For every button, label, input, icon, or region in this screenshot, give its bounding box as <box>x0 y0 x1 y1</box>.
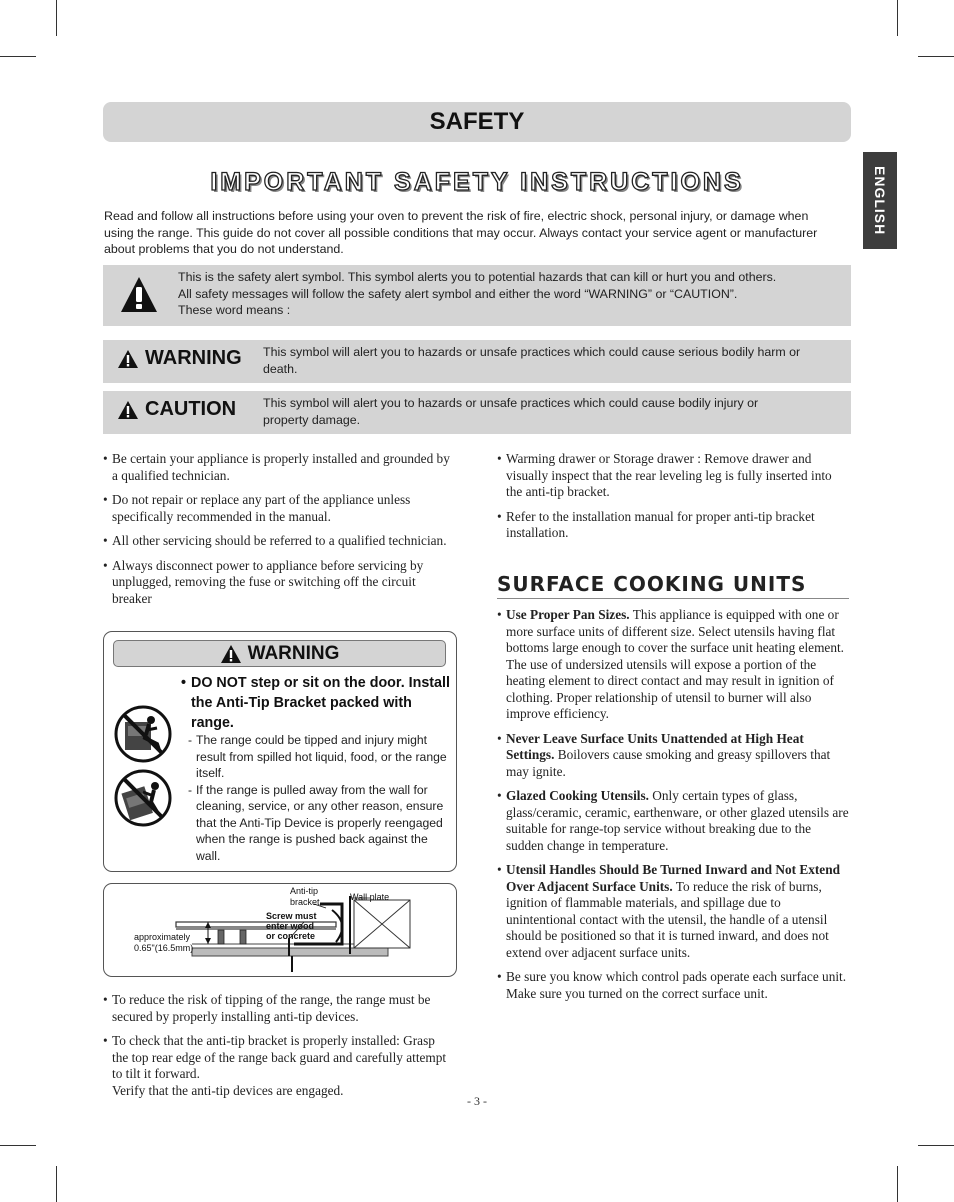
bullet-list <box>103 451 453 615</box>
warning-definition: This symbol will alert you to hazards or unsafe practices which could cause serious bodily harm or death. <box>263 345 801 376</box>
warning-panel-label: WARNING <box>247 642 340 664</box>
surface-cooking-list <box>497 607 850 1010</box>
anti-tip-label-1: Anti-tip <box>290 886 319 896</box>
list-item-text: This appliance is equipped with one or more surface units of different size. Select utensils having flat bottoms large enough to cover the surface unit heating element. <box>506 607 844 655</box>
section-heading: SURFACE COOKING UNITS <box>497 572 849 599</box>
language-tab <box>863 152 897 249</box>
crop-mark <box>0 1145 36 1146</box>
warning-main-text: DO NOT step or sit on the door. Install the Anti-Tip Bracket packed with range. <box>191 675 450 731</box>
list-item-text: Only certain types of glass, glass/ceramic, ceramic, earthenware, or other glazed utensils are suitable for range-top service without breaking due to the sudden change in temperature. <box>506 788 849 853</box>
crop-mark <box>56 1166 57 1202</box>
list-item <box>497 731 850 781</box>
list-item: - If the range is pulled away from the wall for cleaning, service, or any other reason, ensure that the Anti-Tip Device is properly reengaged when the range is pushed back against the wall. <box>188 782 453 865</box>
bullet-list <box>103 992 453 1107</box>
warning-triangle-icon <box>117 349 139 369</box>
section-title-bar <box>103 102 851 142</box>
list-item-text: To reduce the risk of burns, ignition of flammable materials, and spillage due to unintentional contact with the utensil, the handle of a utensil should be positioned so that it is turned inward, and does not extend over adjacent surface units. <box>506 878 829 960</box>
caution-signal <box>117 398 236 421</box>
crop-mark <box>897 1166 898 1202</box>
warning-triangle-icon <box>117 400 139 420</box>
list-item-extra: Verify that the anti-tip devices are engaged. <box>112 1082 344 1098</box>
warning-triangle-icon <box>220 644 242 664</box>
page-number: - 3 - <box>467 1094 487 1108</box>
anti-tip-bracket-diagram <box>104 884 457 977</box>
anti-tip-diagram-panel <box>103 883 457 977</box>
list-item <box>497 862 850 961</box>
list-item-extra: Make sure you turned on the correct surface unit. <box>506 985 768 1001</box>
warning-panel <box>103 631 457 872</box>
list-item-lead: Utensil Handles Should Be Turned Inward and Not Extend Over Adjacent Surface Units. <box>506 862 840 894</box>
crop-mark <box>918 1145 954 1146</box>
approx-label-2: 0.65"(16.5mm) <box>134 943 194 953</box>
approx-label-1: approximately <box>134 932 191 942</box>
list-item: • Be certain your appliance is properly installed and grounded by a qualified technician. <box>103 451 453 484</box>
safety-alert-line: These word means : <box>178 303 291 317</box>
caution-label: CAUTION <box>145 398 237 420</box>
intro-paragraph: Read and follow all instructions before using your oven to prevent the risk of fire, electric shock, personal injury, or damage when using the range. This guide do not cover all possible conditions that may occur. Always contact your service agent or manufacturer about problems that you do not understand. <box>104 209 818 256</box>
list-item-extra: The use of undersized utensils will expose a portion of the heating element to direct contact and may result in ignition of clothing. Proper relationship of utensil to burner will also improve efficiency. <box>506 656 834 721</box>
screw-label-2: enter wood <box>266 921 315 931</box>
list-item: • Always disconnect power to appliance before servicing by unplugged, removing the fuse or switching off the circuit breaker <box>103 558 453 608</box>
list-item-lead: Glazed Cooking Utensils. <box>506 788 649 803</box>
list-item: • Do not repair or replace any part of the appliance unless specifically recommended in the manual. <box>103 492 453 525</box>
safety-alert-icon <box>119 275 159 315</box>
crop-mark <box>897 0 898 36</box>
safety-alert-line: All safety messages will follow the safety alert symbol and either the word “WARNING” or “CAUTION”. <box>178 286 738 301</box>
list-item: • Refer to the installation manual for proper anti-tip bracket installation. <box>497 509 849 542</box>
list-item <box>103 992 453 1025</box>
crop-mark <box>56 0 57 36</box>
list-item <box>497 788 850 854</box>
list-item: • All other servicing should be referred to a qualified technician. <box>103 533 453 550</box>
list-item <box>103 1033 453 1099</box>
caution-definition-box <box>103 391 851 434</box>
list-item-lead: Never Leave Surface Units Unattended at High Heat Settings. <box>506 730 804 762</box>
no-tipping-range-icon <box>113 768 173 828</box>
warning-sub-list <box>188 732 453 864</box>
language-tab-label: ENGLISH <box>872 165 888 236</box>
warning-signal <box>117 347 242 370</box>
safety-alert-line: This is the safety alert symbol. This symbol alerts you to potential hazards that can kill or hurt you and others. <box>178 270 777 284</box>
screw-label-3: or concrete <box>266 931 316 941</box>
list-item <box>497 969 850 1002</box>
page-title: IMPORTANT SAFETY INSTRUCTIONS <box>210 168 744 196</box>
anti-tip-label-2: bracket <box>290 897 320 907</box>
wall-plate-label: Wall plate <box>350 892 390 902</box>
screw-label-1: Screw must <box>266 911 317 921</box>
warning-panel-header <box>113 640 446 667</box>
safety-alert-box <box>103 265 851 326</box>
no-sitting-on-door-icon <box>113 704 173 764</box>
crop-mark <box>918 56 954 57</box>
list-item-lead: Use Proper Pan Sizes. <box>506 607 630 622</box>
warning-definition-box <box>103 340 851 383</box>
list-item: - The range could be tipped and injury might result from spilled hot liquid, food, or the range itself. <box>188 732 453 782</box>
warning-label: WARNING <box>145 347 242 369</box>
list-item-text: To check that the anti-tip bracket is properly installed: Grasp the top rear edge of the range back guard and carefully attempt to tilt it forward. <box>112 1033 447 1081</box>
list-item: • Warming drawer or Storage drawer : Remove drawer and visually inspect that the rear leveling leg is fully inserted into the anti-tip bracket. <box>497 451 849 501</box>
caution-definition: This symbol will alert you to hazards or unsafe practices which could cause bodily injury or property damage. <box>263 396 759 427</box>
warning-main-instruction: • DO NOT step or sit on the door. Install the Anti-Tip Bracket packed with range. <box>181 675 450 731</box>
list-item <box>497 607 850 723</box>
bullet-list <box>497 451 849 550</box>
list-item-text: Boilovers cause smoking and greasy spillovers that may ignite. <box>506 747 831 779</box>
list-item-text: Be sure you know which control pads operate each surface unit. <box>506 969 847 984</box>
safety-alert-text <box>178 269 838 319</box>
list-item-text: To reduce the risk of tipping of the range, the range must be secured by properly installing anti-tip devices. <box>112 992 431 1024</box>
section-title: SAFETY <box>429 108 525 135</box>
crop-mark <box>0 56 36 57</box>
